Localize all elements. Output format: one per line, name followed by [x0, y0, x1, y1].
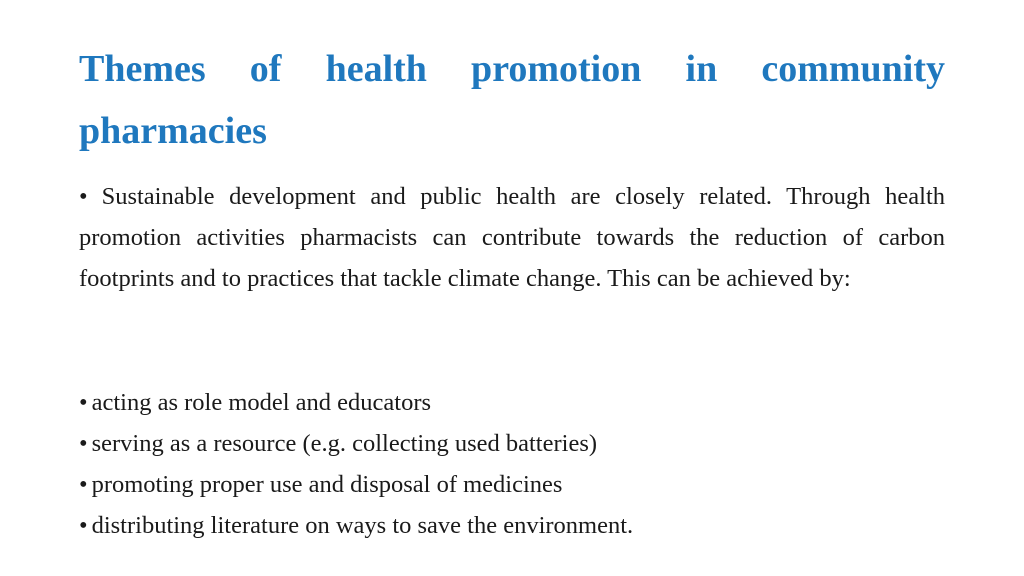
list-item — [79, 382, 945, 423]
intro-text: Sustainable development and public health are closely related. Through health promotion activities pharmacists can contribute towards the reduction of carbon footprints and to practices that tackle climate change. This can be achieved by: — [79, 183, 945, 292]
intro-paragraph — [79, 176, 945, 299]
bullet-marker: • — [79, 512, 88, 539]
list-item-text: promoting proper use and disposal of medicines — [91, 471, 563, 498]
list-item-text: distributing literature on ways to save the environment. — [91, 512, 634, 539]
bullet-marker: • — [79, 471, 88, 498]
slide-title: Themes of health promotion in community pharmacies — [79, 48, 945, 152]
list-item — [79, 505, 945, 546]
bullet-marker: • — [79, 183, 88, 210]
actions-list — [79, 382, 945, 546]
list-item — [79, 464, 945, 505]
list-item — [79, 423, 945, 464]
list-item-text: acting as role model and educators — [91, 389, 432, 416]
bullet-marker: • — [79, 430, 88, 457]
list-item-text: serving as a resource (e.g. collecting used batteries) — [91, 430, 598, 457]
bullet-marker: • — [79, 389, 88, 416]
